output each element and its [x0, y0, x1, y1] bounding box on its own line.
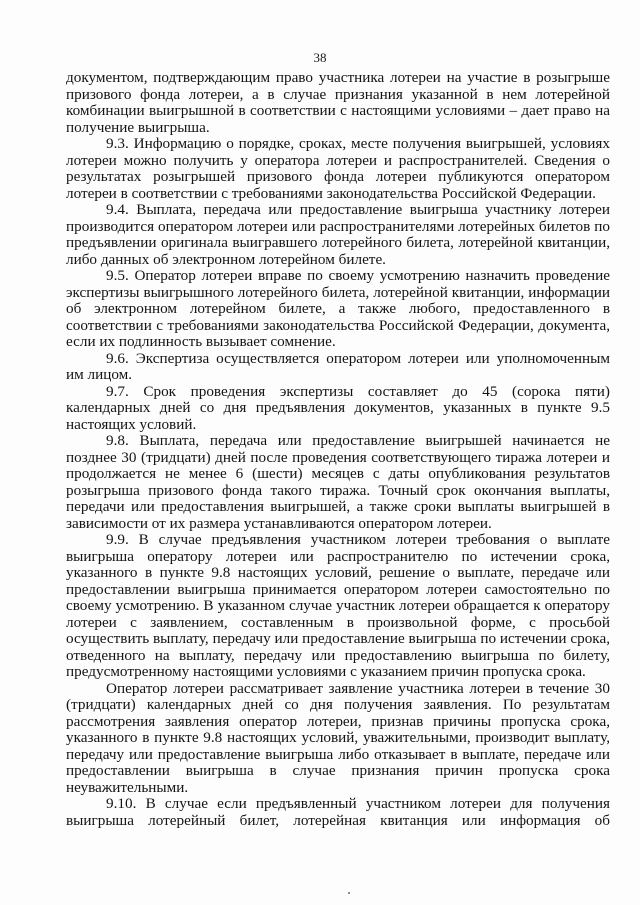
paragraph-9-8: 9.8. Выплата, передача или предоставление выигрышей начинается не позднее 30 (тридцати) дней после проведения соответствующего тиража лотереи и продолжается не менее 6 (шести) месяцев с даты опубликования результатов розыгрыша призового фонда такого тиража. Точный срок окончания выплаты, передачи или предоставления выигрышей, а также сроки выплаты выигрышей в зависимости от их размера устанавливаются оператором лотереи. [66, 432, 610, 532]
paragraph-9-3: 9.3. Информацию о порядке, сроках, месте получения выигрышей, условиях лотереи можно получить у оператора лотереи и распространителей. Сведения о результатах розыгрышей призового фонда лотереи публикуются оператором лотереи в соответствии с требованиями законодательства Российской Федерации. [66, 135, 610, 202]
paragraph-9-4: 9.4. Выплата, передача или предоставление выигрыша участнику лотереи производится оператором лотереи или распространителями лотерейных билетов по предъявлении оригинала выигравшего лотерейного билета, лотерейной квитанции, либо данных об электронном лотерейном билете. [66, 201, 610, 268]
page-body-text [66, 70, 610, 829]
paragraph-9-9: 9.9. В случае предъявления участником лотереи требования о выплате выигрыша оператору лотереи или распространителю по истечении срока, указанного в пункте 9.8 настоящих условий, решение о выплате, передаче или предоставлении выигрыша принимается оператором лотереи самостоятельно по своему усмотрению. В указанном случае участник лотереи обращается к оператору лотереи с заявлением, составленным в произвольной форме, с просьбой осуществить выплату, передачу или предоставление выигрыша по истечении срока, отведенного на выплату, передачу или предоставлению выигрыша по билету, предусмотренному настоящими условиями с указанием причин пропуска срока. [66, 531, 610, 680]
page-number: 38 [313, 50, 327, 65]
paragraph-9-6: 9.6. Экспертиза осуществляется оператором лотереи или уполномоченным им лицом. [66, 349, 610, 383]
paragraph-operator-review: Оператор лотереи рассматривает заявление участника лотереи в течение 30 (тридцати) календарных дней со дня получения заявления. По результатам рассмотрения заявления оператор лотереи, признав причины пропуска срока, указанного в пункте 9.8 настоящих условий, уважительными, производит выплату, передачу или предоставление выигрыша либо отказывает в выплате, передаче или предоставлении выигрыша в случае признания причин пропуска срока неуважительными. [66, 679, 610, 796]
paragraph-9-10: 9.10. В случае если предъявленный участником лотереи для получения выигрыша лотерейный билет, лотерейная квитанция или информация об [66, 795, 610, 829]
paragraph-9-7: 9.7. Срок проведения экспертизы составляет до 45 (сорока пяти) календарных дней со дня предъявления документов, указанных в пункте 9.5 настоящих условий. [66, 382, 610, 433]
paragraph-continuation: документом, подтверждающим право участника лотереи на участие в розыгрыше призового фонда лотереи, а в случае признания указанной в нем лотерейной комбинации выигрышной в соответствии с настоящими условиями – дает право на получение выигрыша. [66, 69, 610, 136]
scan-speck [348, 892, 350, 894]
paragraph-9-5: 9.5. Оператор лотереи вправе по своему усмотрению назначить проведение экспертизы выигрышного лотерейного билета, лотерейной квитанции, информации об электронном лотерейном билете, а также любого, предоставленного в соответствии с требованиями законодательства Российской Федерации, документа, если их подлинность вызывает сомнение. [66, 267, 610, 350]
